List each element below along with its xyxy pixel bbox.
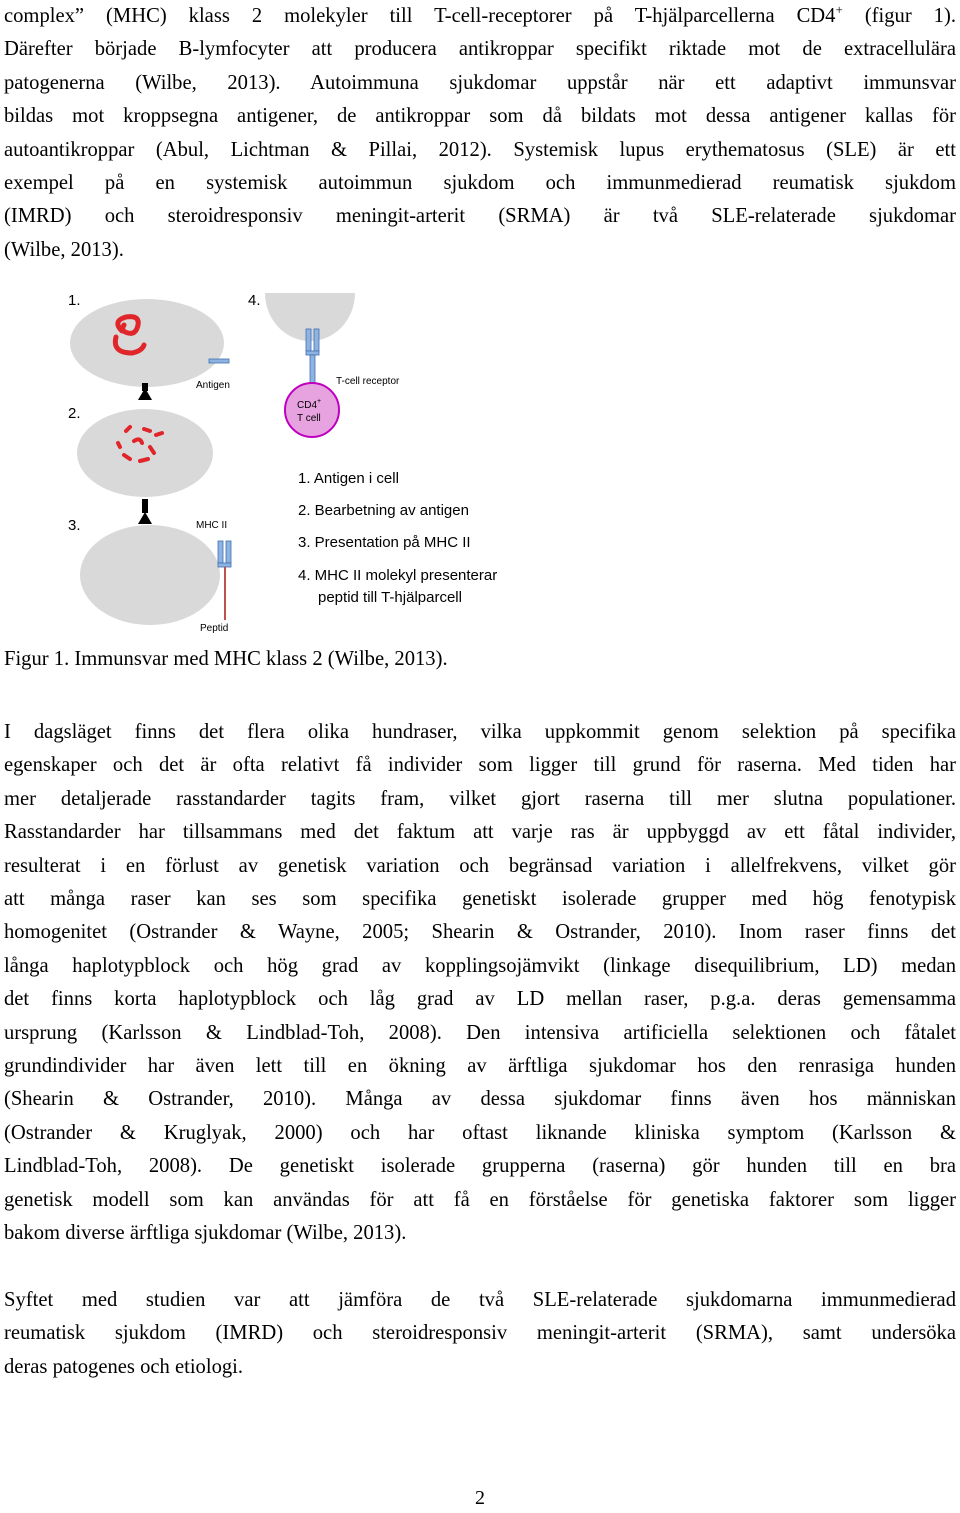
page-number: 2 (475, 1487, 485, 1509)
text-line: Syftet med studien var att jämföra de två SLE-relaterade sjukdomarna immunmedierad (4, 1289, 956, 1311)
mhc-label: MHC II (196, 520, 228, 531)
text-line: complex” (MHC) klass 2 molekyler till T-cell-receptorer på T-hjälparcellerna CD4+ (figur 1). (4, 2, 956, 27)
text-line: (IMRD) och steroidresponsiv meningit-arterit (SRMA) är två SLE-relaterade sjukdomar (4, 205, 956, 228)
text-line: (Ostrander & Kruglyak, 2000) och har oftast liknande kliniska symptom (Karlsson & (4, 1121, 956, 1144)
text-line: autoantikroppar (Abul, Lichtman & Pillai, 2012). Systemisk lupus erythematosus (SLE) är ett (4, 138, 956, 161)
text-line: Lindblad-Toh, 2008). De genetiskt isolerade grupperna (raserna) gör hunden till en bra (4, 1155, 956, 1178)
step2-number: 2. (68, 405, 81, 422)
paragraph-aim (4, 1284, 956, 1384)
antigen-label: Antigen (196, 380, 230, 391)
text-line: långa haplotypblock och hög grad av kopplingsojämvikt (linkage disequilibrium, LD) medan (4, 954, 956, 977)
text-line: det finns korta haplotypblock och låg grad av LD mellan raser, p.g.a. deras gemensamma (4, 988, 956, 1011)
text-line: grundindivider har även lett till en ökning av ärftliga sjukdomar hos den renrasiga hunden (4, 1055, 956, 1078)
text-line: patogenerna (Wilbe, 2013). Autoimmuna sjukdomar uppstår när ett adaptivt immunsvar (4, 71, 956, 94)
legend-item: 2. Bearbetning av antigen (298, 502, 469, 519)
step4-number: 4. (248, 292, 261, 309)
step3-number: 3. (68, 517, 81, 534)
cell-2 (77, 409, 213, 497)
text-line: (Wilbe, 2013). (4, 238, 124, 261)
legend-item: 3. Presentation på MHC II (298, 534, 471, 551)
text-line: exempel på en systemisk autoimmun sjukdom och immunmedierad reumatisk sjukdom (4, 172, 956, 195)
arrow-shaft (142, 383, 148, 391)
legend-item: 4. MHC II molekyl presenterar (298, 567, 498, 584)
text-line: reumatisk sjukdom (IMRD) och steroidresponsiv meningit-arterit (SRMA), samt undersöka (4, 1322, 956, 1345)
text-line: Därefter började B-lymfocyter att producera antikroppar specifikt riktade mot de extracellulära (4, 38, 956, 61)
cell-1 (70, 299, 224, 387)
legend-item: peptid till T-hjälparcell (318, 589, 462, 606)
peptid-label: Peptid (200, 623, 229, 634)
paragraph-intro (4, 0, 956, 267)
figure-legend (298, 470, 497, 606)
arrow-shaft (142, 499, 148, 513)
antigen-receptor-marker (209, 359, 229, 363)
text-line: att många raser kan ses som specifika genetiskt isolerade grupper med hög fenotypisk (4, 888, 956, 911)
text-line: (Shearin & Ostrander, 2010). Många av dessa sjukdomar finns även hos människan (4, 1088, 956, 1111)
text-line: homogenitet (Ostrander & Wayne, 2005; Shearin & Ostrander, 2010). Inom raser finns det (4, 921, 956, 944)
text-line: ursprung (Karlsson & Lindblad-Toh, 2008). Den intensiva artificiella selektionen och fåtalet (4, 1021, 956, 1044)
step1-number: 1. (68, 292, 81, 309)
mhc-ii-molecule-icon (218, 541, 231, 567)
cd4-label: CD4+ (297, 398, 322, 411)
text-line: Rasstandarder har tillsammans med det faktum att varje ras är uppbyggd av ett fåtal individer, (4, 821, 956, 844)
text-line: bakom diverse ärftliga sjukdomar (Wilbe, 2013). (4, 1222, 407, 1245)
text-line: I dagsläget finns det flera olika hundraser, vilka uppkommit genom selektion på specifika (4, 721, 956, 743)
cell-3 (80, 525, 220, 625)
text-line: mer detaljerade rasstandarder tagits fram, vilket gjort raserna till mer slutna populationer. (4, 787, 956, 810)
legend-item: 1. Antigen i cell (298, 470, 399, 487)
immune-response-figure (60, 285, 540, 635)
text-line: resulterat i en förlust av genetisk variation och begränsad variation i allelfrekvens, vilket gör (4, 854, 956, 877)
t-cell-receptor-label: T-cell receptor (336, 376, 400, 387)
paragraph-dog-breeds (4, 716, 956, 1251)
figure-caption: Figur 1. Immunsvar med MHC klass 2 (Wilbe, 2013). (4, 648, 448, 670)
text-line: egenskaper och det är ofta relativt få individer som ligger till grund för raserna. Med tiden har (4, 754, 956, 777)
arrow-down-icon (138, 512, 152, 524)
text-line: genetisk modell som kan användas för att få en förståelse för genetiska faktorer som ligger (4, 1188, 956, 1211)
text-line: bildas mot kroppsegna antigener, de antikroppar som då bildats mot dessa antigener kallas för (4, 105, 956, 128)
text-line: deras patogenes och etiologi. (4, 1355, 244, 1378)
t-cell-label: T cell (297, 413, 321, 424)
